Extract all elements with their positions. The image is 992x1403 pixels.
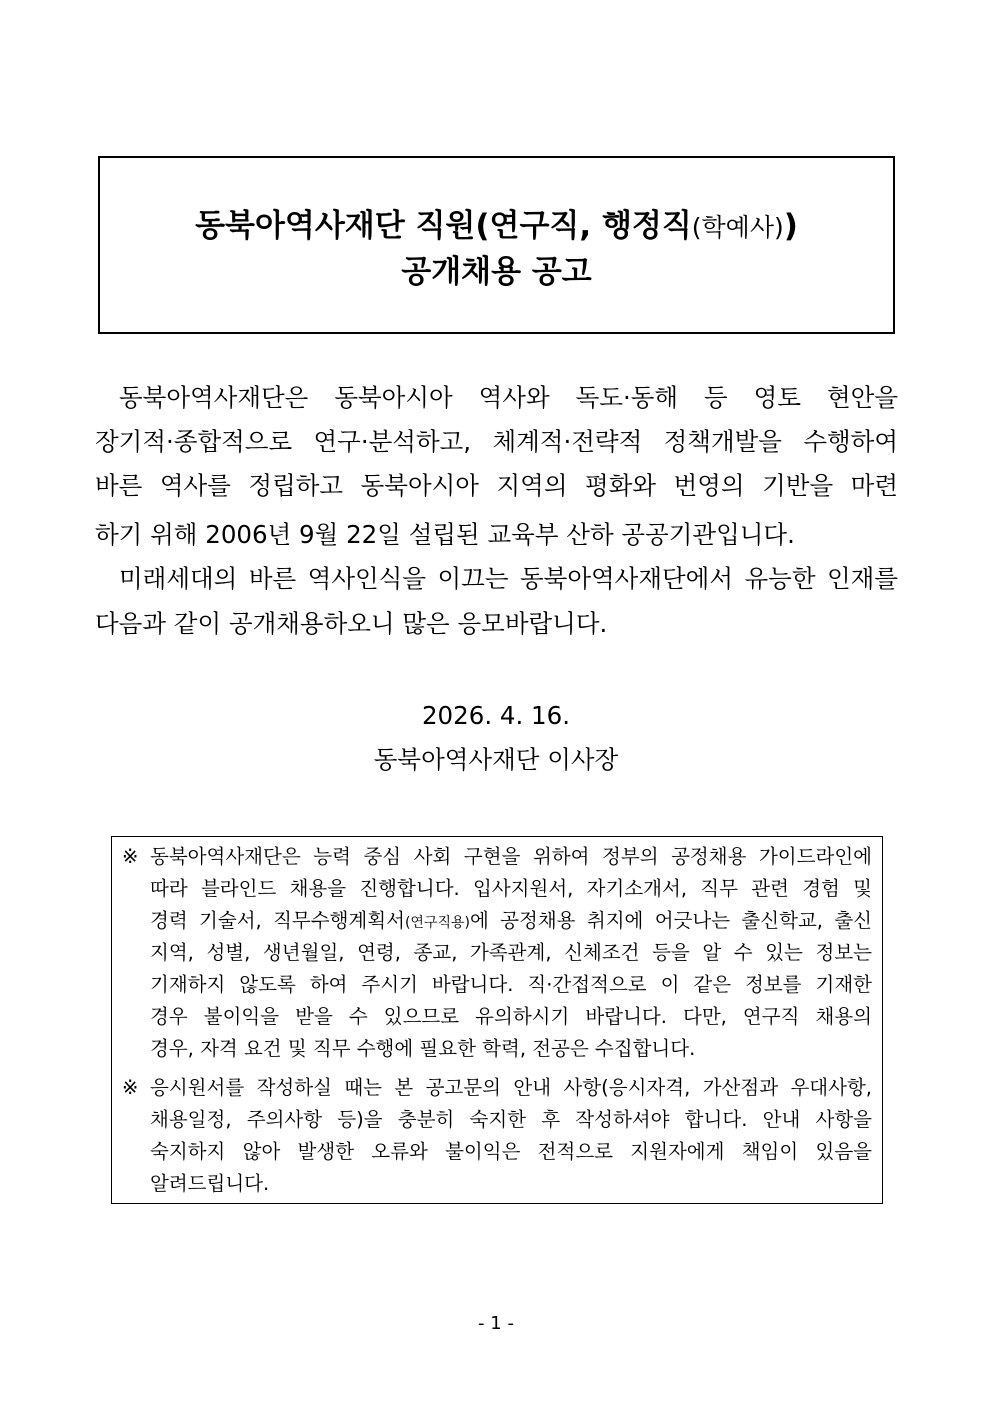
- notice2-line-1: 응시원서를 작성하실 때는 본 공고문의 안내 사항(응시자격, 가산점과 우대사항,: [150, 1076, 872, 1099]
- intro-p2-line-1: 미래세대의 바른 역사인식을 이끄는 동북아역사재단에서 유능한 인재를: [119, 564, 898, 593]
- notice1-line-3-b: 에 공정채용 취지에 어긋나는 출신학교, 출신: [469, 909, 873, 932]
- title-line-1: [100, 206, 893, 248]
- reference-mark-1: ※: [122, 845, 139, 868]
- intro-p2-line-2: 다음과 같이 공개채용하오니 많은 응모바랍니다.: [95, 609, 608, 638]
- intro-p1-line-1: 동북아역사재단은 동북아시아 역사와 독도·동해 등 영토 현안을: [119, 383, 898, 412]
- notice1-line-3-a: 경력 기술서, 직무수행계획서: [150, 909, 405, 932]
- announcement-date: 2026. 4. 16.: [421, 701, 571, 730]
- intro-p1-line-4: 하기 위해 2006년 9월 22일 설립된 교육부 산하 공공기관입니다.: [95, 520, 795, 549]
- notice2-line-2: 채용일정, 주의사항 등)을 충분히 숙지한 후 작성하셔야 합니다. 안내 사항을: [150, 1108, 872, 1131]
- notice1-line-3-small: (연구직용): [404, 915, 470, 931]
- intro-p1-line-3: 바른 역사를 정립하고 동북아시아 지역의 평화와 번영의 기반을 마련: [95, 471, 898, 500]
- notice1-line-3: [150, 905, 872, 939]
- notice1-line-4: 지역, 성별, 생년월일, 연령, 종교, 가족관계, 신체조건 등을 알 수 있는 정보는: [150, 941, 872, 964]
- reference-mark-2: ※: [122, 1076, 139, 1099]
- notice1-line-1: 동북아역사재단은 능력 중심 사회 구현을 위하여 정부의 공정채용 가이드라인에: [150, 845, 872, 868]
- notice2-line-3: 숙지하지 않아 발생한 오류와 불이익은 전적으로 지원자에게 책임이 있음을: [150, 1140, 872, 1163]
- title-main: 동북아역사재단 직원(연구직, 행정직: [195, 208, 692, 244]
- notice1-line-2: 따라 블라인드 채용을 진행합니다. 입사지원서, 자기소개서, 직무 관련 경험 및: [150, 877, 872, 900]
- page-number: - 1 -: [478, 1313, 514, 1334]
- notice2-line-4: 알려드립니다.: [150, 1172, 270, 1195]
- notice1-line-6: 경우 불이익을 받을 수 있으므로 유의하시기 바랍니다. 다만, 연구직 채용의: [150, 1005, 872, 1028]
- title-box: [98, 156, 895, 334]
- intro-p1-line-2: 장기적·종합적으로 연구·분석하고, 체계적·전략적 정책개발을 수행하여: [95, 427, 898, 456]
- notice1-line-5: 기재하지 않도록 하여 주시기 바랍니다. 직·간접적으로 이 같은 정보를 기재한: [150, 973, 872, 996]
- notice1-line-7: 경우, 자격 요건 및 직무 수행에 필요한 학력, 전공은 수집합니다.: [150, 1037, 696, 1060]
- signer: 동북아역사재단 이사장: [373, 745, 619, 774]
- title-subtitle-small: (학예사): [691, 213, 784, 242]
- title-close-paren: ): [783, 208, 798, 244]
- title-line-2: 공개채용 공고: [401, 254, 592, 290]
